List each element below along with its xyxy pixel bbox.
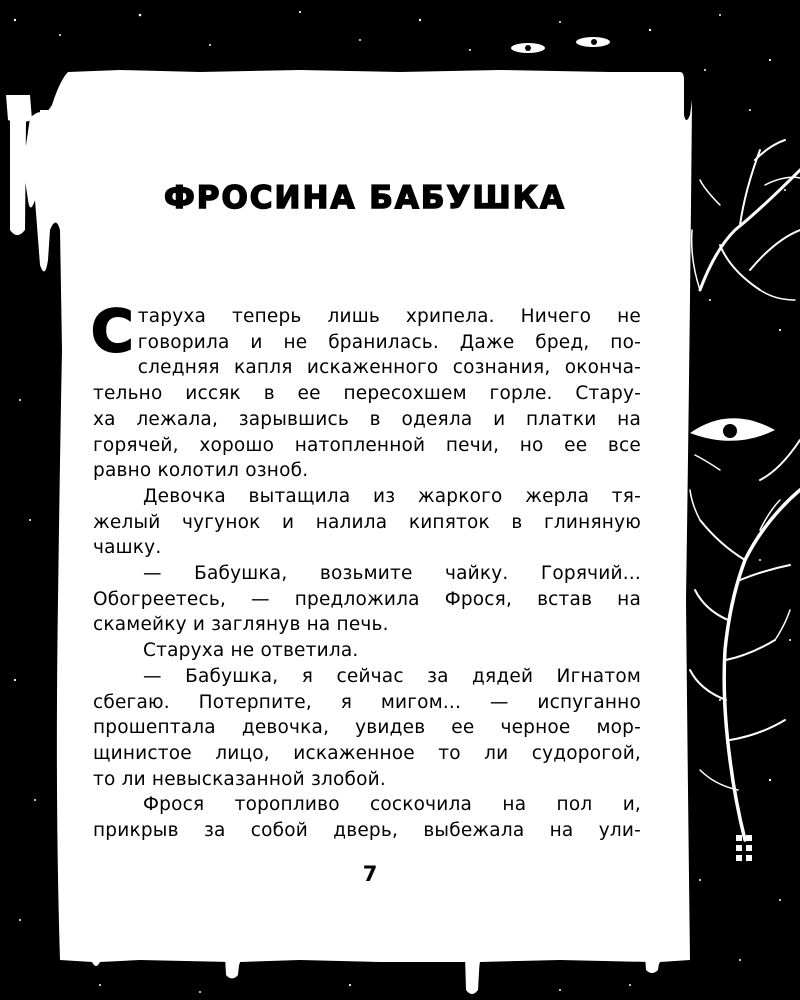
- text-line: прошептала девочка, увидев ее черное мор-: [93, 717, 641, 739]
- text-line: щинистое лицо, искаженное то ли судорогой,: [93, 742, 641, 764]
- text-line: Старуха не ответила.: [143, 640, 359, 662]
- text-line: скамейку и заглянув на печь.: [93, 614, 389, 636]
- text-line: — Бабушка, я сейчас за дядей Игнатом: [143, 665, 641, 687]
- page-number: 7: [362, 862, 378, 886]
- text-line: Девочка вытащила из жаркого жерла тя-: [143, 485, 641, 507]
- text-line: горячей, хорошо натопленной печи, но ее все: [93, 434, 641, 456]
- eyes-icon: [511, 37, 610, 53]
- text-line: тельно иссяк в ее пересохшем горле. Стару-: [93, 383, 641, 405]
- tree-branches-icon: [690, 140, 800, 840]
- text-line: чашку.: [93, 537, 162, 559]
- text-line: прикрыв за собой дверь, выбежала на ули-: [93, 820, 641, 842]
- text-line: Фрося торопливо соскочила на пол и,: [143, 794, 641, 816]
- chapter-text: [91, 297, 641, 844]
- text-line: следняя капля искаженного сознания, оконча-: [137, 357, 641, 379]
- chapter-title: ФРОСИНА БАБУШКА: [163, 180, 566, 216]
- text-line: говорила и не бранилась. Даже бред, по-: [137, 331, 641, 353]
- text-line: желый чугунок и налила кипяток в глиняную: [93, 511, 641, 533]
- text-line: — Бабушка, возьмите чайку. Горячий...: [143, 563, 641, 585]
- text-line: сбегаю. Потерпите, я мигом... — испуганно: [93, 691, 641, 713]
- text-line: ха лежала, зарывшись в одеяла и платки на: [93, 408, 641, 430]
- eye-icon: [690, 418, 775, 441]
- drop-cap: С: [91, 297, 134, 365]
- text-line: то ли невысказанной злобой.: [93, 768, 386, 790]
- text-line: таруха теперь лишь хрипела. Ничего не: [137, 306, 641, 327]
- text-line: Обогреетесь, — предложила Фрося, встав на: [93, 588, 641, 610]
- text-line: равно колотил озноб.: [93, 460, 309, 482]
